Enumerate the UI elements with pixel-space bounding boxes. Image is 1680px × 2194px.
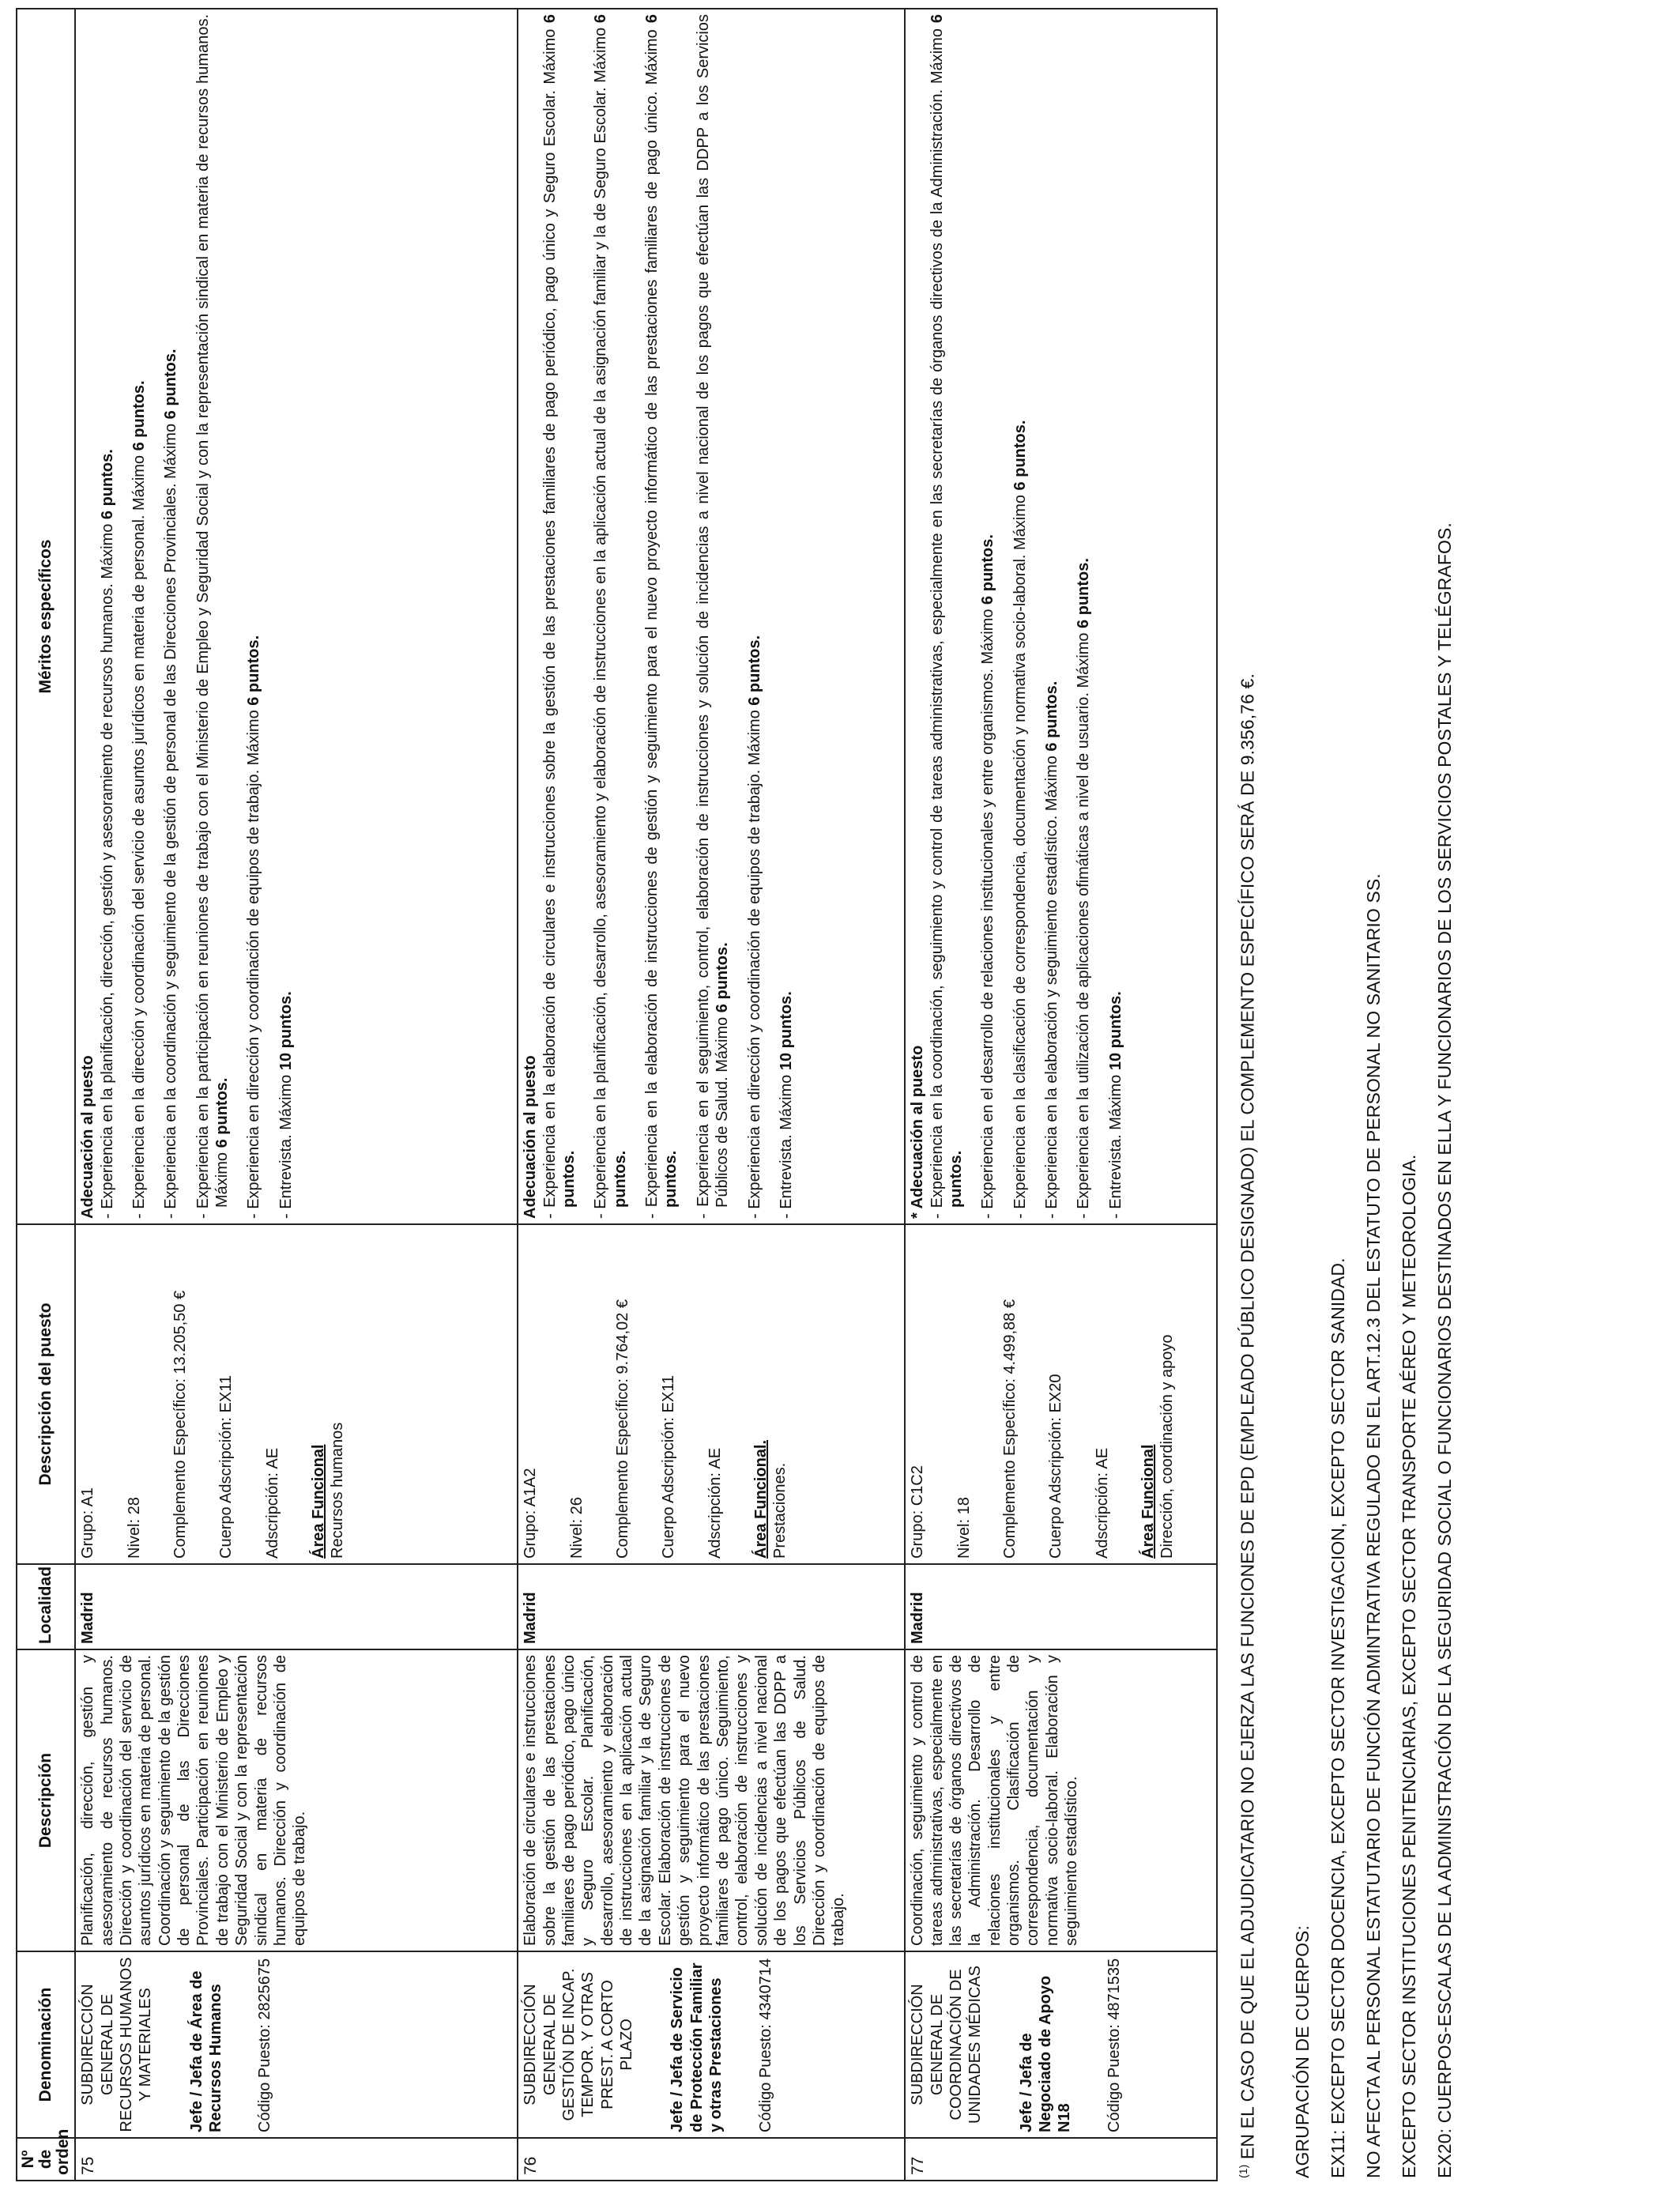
header-meritos: Méritos específicos [17,9,75,1224]
table-row [75,9,518,2181]
merito-item: - Experiencia en la elaboración y seguimiento estadístico. Máximo 6 puntos. [1043,680,1061,1219]
job-code: Código Puesto: 4871535 [1105,1958,1123,2132]
job-code: Código Puesto: 2825675 [256,1958,274,2132]
header-orden: Nº de orden [17,2138,75,2181]
cell-descripcion: Planificación, dirección, gestión y asesoramiento de recursos humanos. Dirección y coordinación del servicio de asuntos jurídicos en materia de personal. Coordinación y seguimiento de la gestión de personal de las Direcciones Provinciales. Participación en reuniones de trabajo con el Ministerio de Empleo y Seguridad Social y con la representación sindical en materia de recursos humanos. Dirección y coordinación de equipos de trabajo. [75,1649,518,1951]
cell-descripcion-puesto [75,1224,518,1564]
merito-item: - Experiencia en la coordinación y seguimiento de la gestión de personal de las Direcciones Provinciales. Máximo 6 puntos. [162,349,180,1219]
complemento-especifico: Complemento Específico: 13.205,50 € [171,1290,189,1559]
merito-item: - Entrevista. Máximo 10 puntos. [1106,991,1124,1219]
meritos-heading: Adecuación al puesto [522,1055,540,1219]
cell-descripcion-puesto [518,1224,905,1564]
job-title: Jefe / Jefa de Negociado de Apoyo N18 [1017,1975,1074,2132]
area-funcional-label: Área Funcional. [752,1439,770,1559]
grupo: Grupo: C1C2 [909,1465,927,1559]
merito-item: - Entrevista. Máximo 10 puntos. [277,991,295,1219]
merito-item: - Entrevista. Máximo 10 puntos. [778,991,796,1219]
cuerpo-adscripcion: Cuerpo Adscripción: EX11 [217,1375,235,1559]
cell-denominacion [518,1951,905,2138]
cell-orden: 76 [518,2138,905,2181]
nivel: Nivel: 26 [567,1497,586,1559]
cell-meritos [518,9,905,1224]
merito-item: - Experiencia en dirección y coordinación de equipos de trabajo. Máximo 6 puntos. [245,635,263,1219]
cell-descripcion: Elaboración de circulares e instrucciones sobre la gestión de las prestaciones familiares de pago periódico, pago único y Seguro Escolar. Planificación, desarrollo, asesoramiento y elaboración de instrucciones en la aplicación actual de la asignación familiar y la de Seguro Escolar. Elaboración de instrucciones de gestión y seguimiento para el nuevo proyecto informático de las prestaciones familiares de pago único. Seguimiento, control, elaboración de instrucciones y solución de incidencias a nivel nacional de los pagos que efectúan las DDPP a los Servicios Públicos de Salud. Dirección y coordinación de equipos de trabajo. [518,1649,905,1951]
footnote-text: EN EL CASO DE QUE EL ADJUDICATARIO NO EJERZA LAS FUNCIONES DE EPD (EMPLEADO PÚBLICO DESIGNADO) EL COMPLEMENTO ESPECÍFICO SERÁ DE 9.356,76 €. [1237,673,1258,2160]
complemento-especifico: Complemento Específico: 9.764,02 € [613,1299,631,1559]
ex11-line-3: EXCEPTO SECTOR INSTITUCIONES PENITENCIARIAS, EXCEPTO SECTOR TRANSPORTE AÉREO Y METEOROLOGIA. [1399,1154,1419,2178]
adscripcion: Adscripción: AE [263,1447,281,1559]
area-funcional-label: Área Funcional [310,1444,328,1559]
header-descripcion-puesto: Descripción del puesto [17,1224,75,1564]
merito-item: - Experiencia en la clasificación de correspondencia, documentación y normativa socio-laboral. Máximo 6 puntos. [1011,420,1029,1219]
table-header-row [17,9,75,2181]
merito-item: - Experiencia en la coordinación, seguimiento y control de tareas administrativas, especialmente en las secretarías de órganos directivos de la Administración. Máximo 6 puntos. [928,14,965,1219]
adscripcion: Adscripción: AE [706,1447,724,1559]
posts-table [16,8,1218,2181]
job-title: Jefe / Jefa de Servicio de Protección Familiar y otras Prestaciones [669,1962,725,2132]
cuerpo-adscripcion: Cuerpo Adscripción: EX11 [660,1375,678,1559]
ex11-line-2: NO AFECTA AL PERSONAL ESTATUTARIO DE FUNCIÓN ADMINTRATIVA REGULADO EN EL ART.12.3 DEL ESTATUTO DE PERSONAL NO SANITARIO SS. [1363,873,1384,2178]
meritos-list [928,14,1126,1219]
cell-localidad: Madrid [75,1564,518,1649]
footnote-marker: (1) [1237,2164,1249,2178]
cell-localidad: Madrid [518,1564,905,1649]
merito-item: - Experiencia en la dirección y coordinación del servicio de asuntos jurídicos en materia de personal. Máximo 6 puntos. [130,380,148,1219]
cell-descripcion: Coordinación, seguimiento y control de tareas administrativas, especialmente en las secretarías de órganos directivos de la Administración. Desarrollo de relaciones institucionales y entre organismos. Clasificación de correspondencia, documentación y normativa socio-laboral. Elaboración y seguimiento estadístico. [905,1649,1217,1951]
table-row [905,9,1217,2181]
unit-name: SUBDIRECCIÓN GENERAL DE GESTIÓN DE INCAP. TEMPOR. Y OTRAS PREST. A CORTO PLAZO [522,1968,636,2121]
merito-item: - Experiencia en el desarrollo de relaciones institucionales y entre organismos. Máximo 6 puntos. [979,534,997,1219]
cell-orden: 75 [75,2138,518,2181]
merito-item: - Experiencia en dirección y coordinación de equipos de trabajo. Máximo 6 puntos. [745,635,763,1219]
header-localidad: Localidad [17,1564,75,1649]
area-funcional-value: Dirección, coordinación y apoyo [1158,1334,1177,1559]
cuerpo-adscripcion: Cuerpo Adscripción: EX20 [1047,1374,1065,1559]
merito-item: - Experiencia en la planificación, desarrollo, asesoramiento y elaboración de instrucciones en la aplicación actual de la asignación familiar y la de Seguro Escolar. Máximo 6 puntos. [592,14,629,1219]
cell-localidad: Madrid [905,1564,1217,1649]
adscripcion: Adscripción: AE [1093,1447,1111,1559]
meritos-list [541,14,797,1219]
merito-item: - Experiencia en la elaboración de instrucciones de gestión y seguimiento para el nuevo proyecto informático de las prestaciones familiares de pago único. Máximo 6 puntos. [643,14,680,1219]
table-row [518,9,905,2181]
merito-item: - Experiencia en la elaboración de circulares e instrucciones sobre la gestión de las prestaciones familiares de pago periódico, pago único y Seguro Escolar. Máximo 6 puntos. [541,14,578,1219]
ex20-line: EX20: CUERPOS-ESCALAS DE LA ADMINISTRACIÓN DE LA SEGURIDAD SOCIAL O FUNCIONARIOS DESTINADOS EN ELLA Y FUNCIONARIOS DE LOS SERVICIOS POSTALES Y TELÉGRAFOS. [1434,522,1455,2178]
merito-item: - Experiencia en la utilización de aplicaciones ofimáticas a nivel de usuario. Máximo 6 puntos. [1075,558,1093,1219]
merito-item: - Experiencia en la participación en reuniones de trabajo con el Ministerio de Empleo y Seguridad Social y con la representación sindical en materia de recursos humanos. Máximo 6 puntos. [194,14,232,1219]
merito-item: - Experiencia en la planificación, dirección, gestión y asesoramiento de recursos humanos. Máximo 6 puntos. [98,449,116,1219]
ex11-line: EX11: EXCEPTO SECTOR DOCENCIA, EXCEPTO SECTOR INVESTIGACION, EXCEPTO SECTOR SANIDAD. [1328,1257,1348,2178]
cell-denominacion [75,1951,518,2138]
grupo: Grupo: A1A2 [522,1468,540,1559]
cell-meritos [75,9,518,1224]
unit-name: SUBDIRECCIÓN GENERAL DE COORDINACIÓN DE UNIDADES MÉDICAS [909,1965,985,2124]
area-funcional-value: Recursos humanos [329,1422,347,1559]
cell-meritos [905,9,1217,1224]
merito-item: - Experiencia en el seguimiento, control, elaboración de instrucciones y solución de incidencias a nivel nacional de los pagos que efectúan las DDPP a los Servicios Públicos de Salud. Máximo 6 puntos. [694,14,732,1219]
nivel: Nivel: 18 [955,1497,973,1559]
meritos-heading: * Adecuación al puesto [909,1045,927,1219]
header-denominacion: Denominación [17,1951,75,2138]
complemento-especifico: Complemento Específico: 4.499,88 € [1000,1299,1019,1559]
area-funcional-value: Prestaciones. [771,1462,789,1559]
cell-denominacion [905,1951,1217,2138]
footnote-epd [1237,673,1259,2178]
unit-name: SUBDIRECCIÓN GENERAL DE RECURSOS HUMANOS Y MATERIALES [79,1957,155,2132]
cell-descripcion-puesto [905,1224,1217,1564]
job-title: Jefe / Jefa de Área de Recursos Humanos [187,1970,225,2132]
meritos-heading: Adecuación al puesto [79,1055,97,1219]
grupo: Grupo: A1 [79,1487,97,1559]
header-descripcion: Descripción [17,1649,75,1951]
area-funcional-label: Área Funcional [1139,1444,1158,1559]
cell-orden: 77 [905,2138,1217,2181]
meritos-list [98,14,296,1219]
nivel: Nivel: 28 [125,1497,143,1559]
agrupacion-heading: AGRUPACIÓN DE CUERPOS: [1292,1925,1313,2178]
job-code: Código Puesto: 4340714 [756,1958,774,2132]
